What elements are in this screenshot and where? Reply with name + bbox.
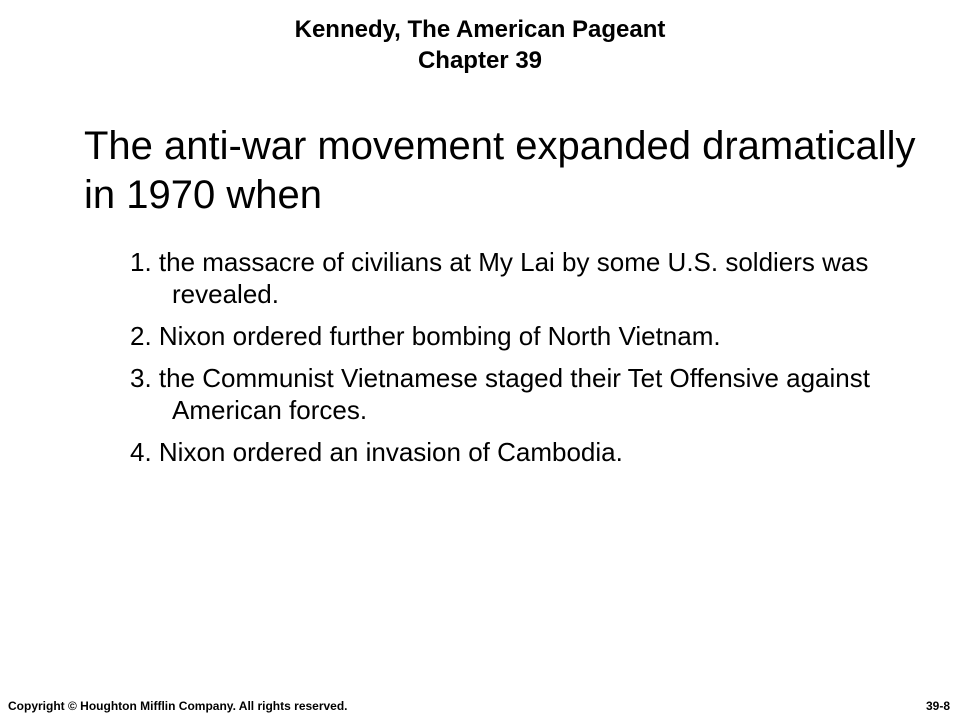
- answer-options: [130, 246, 930, 478]
- answer-option: 1. the massacre of civilians at My Lai by some U.S. soldiers was revealed.: [130, 247, 869, 309]
- slide-number: 39-8: [925, 699, 950, 713]
- answer-option: 4. Nixon ordered an invasion of Cambodia.: [130, 437, 623, 467]
- chapter-title: Chapter 39: [417, 47, 543, 74]
- book-title: Kennedy, The American Pageant: [294, 16, 666, 43]
- copyright-notice: Copyright © Houghton Mifflin Company. All rights reserved.: [8, 699, 348, 713]
- answer-option: 2. Nixon ordered further bombing of North Vietnam.: [130, 321, 721, 351]
- answer-option: 3. the Communist Vietnamese staged their Tet Offensive against American forces.: [130, 363, 870, 425]
- slide-header: [0, 14, 960, 76]
- question-text: The anti-war movement expanded dramatically in 1970 when: [84, 124, 916, 217]
